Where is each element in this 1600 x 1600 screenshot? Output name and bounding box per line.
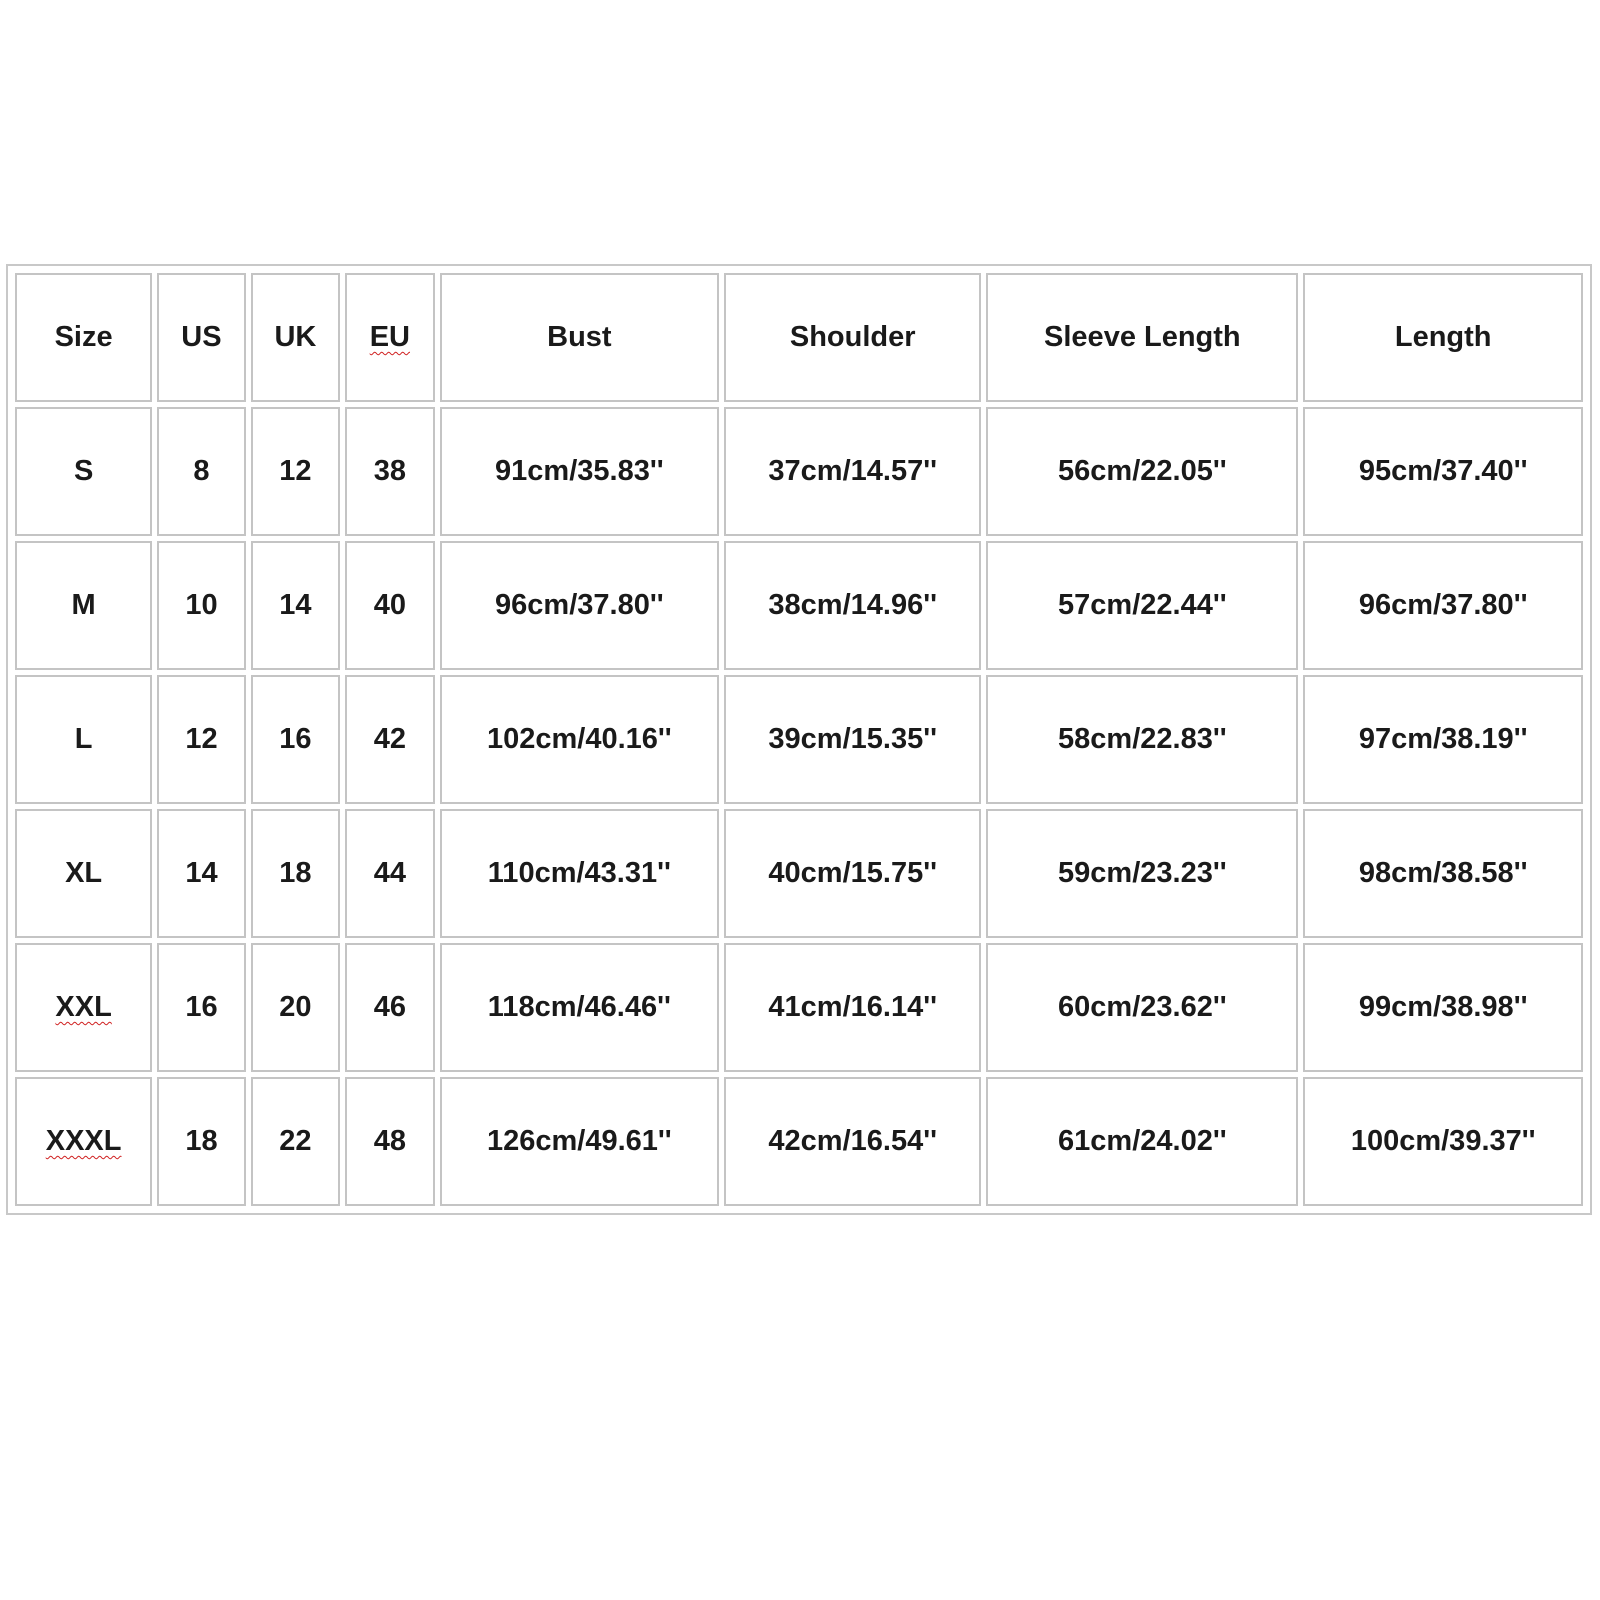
size-cell: M [15, 541, 152, 670]
header-cell-eu-text: EU [369, 321, 410, 353]
sleeve-length-cell: 58cm/22.83'' [986, 675, 1298, 804]
eu-cell: 48 [345, 1077, 434, 1206]
shoulder-cell: 38cm/14.96'' [724, 541, 981, 670]
sleeve-length-cell: 60cm/23.62'' [986, 943, 1298, 1072]
eu-cell: 44 [345, 809, 434, 938]
table-row [15, 407, 1583, 536]
header-row [15, 273, 1583, 402]
shoulder-cell: 42cm/16.54'' [724, 1077, 981, 1206]
length-cell: 97cm/38.19'' [1303, 675, 1583, 804]
bust-cell: 102cm/40.16'' [440, 675, 720, 804]
size-cell-text: XXXL [45, 1125, 122, 1157]
header-cell-us: US [157, 273, 245, 402]
us-cell: 16 [157, 943, 245, 1072]
table-row [15, 1077, 1583, 1206]
uk-cell: 12 [251, 407, 340, 536]
header-cell-eu [345, 273, 434, 402]
eu-cell: 42 [345, 675, 434, 804]
size-cell: S [15, 407, 152, 536]
table-row [15, 809, 1583, 938]
sleeve-length-cell: 57cm/22.44'' [986, 541, 1298, 670]
header-cell-sleeve-length: Sleeve Length [986, 273, 1298, 402]
size-cell [15, 1077, 152, 1206]
shoulder-cell: 40cm/15.75'' [724, 809, 981, 938]
size-cell [15, 943, 152, 1072]
header-cell-length: Length [1303, 273, 1583, 402]
shoulder-cell: 37cm/14.57'' [724, 407, 981, 536]
uk-cell: 22 [251, 1077, 340, 1206]
shoulder-cell: 41cm/16.14'' [724, 943, 981, 1072]
length-cell: 98cm/38.58'' [1303, 809, 1583, 938]
table-row [15, 675, 1583, 804]
bust-cell: 96cm/37.80'' [440, 541, 720, 670]
table-row [15, 541, 1583, 670]
size-table [10, 268, 1588, 1211]
us-cell: 14 [157, 809, 245, 938]
length-cell: 95cm/37.40'' [1303, 407, 1583, 536]
us-cell: 12 [157, 675, 245, 804]
header-cell-bust: Bust [440, 273, 720, 402]
eu-cell: 46 [345, 943, 434, 1072]
uk-cell: 20 [251, 943, 340, 1072]
size-cell: L [15, 675, 152, 804]
header-cell-shoulder: Shoulder [724, 273, 981, 402]
us-cell: 10 [157, 541, 245, 670]
size-chart [6, 264, 1592, 1215]
eu-cell: 40 [345, 541, 434, 670]
uk-cell: 14 [251, 541, 340, 670]
sleeve-length-cell: 59cm/23.23'' [986, 809, 1298, 938]
us-cell: 8 [157, 407, 245, 536]
size-cell: XL [15, 809, 152, 938]
sleeve-length-cell: 61cm/24.02'' [986, 1077, 1298, 1206]
uk-cell: 18 [251, 809, 340, 938]
header-cell-size: Size [15, 273, 152, 402]
length-cell: 100cm/39.37'' [1303, 1077, 1583, 1206]
us-cell: 18 [157, 1077, 245, 1206]
shoulder-cell: 39cm/15.35'' [724, 675, 981, 804]
length-cell: 96cm/37.80'' [1303, 541, 1583, 670]
table-row [15, 943, 1583, 1072]
header-cell-uk: UK [251, 273, 340, 402]
sleeve-length-cell: 56cm/22.05'' [986, 407, 1298, 536]
bust-cell: 91cm/35.83'' [440, 407, 720, 536]
bust-cell: 110cm/43.31'' [440, 809, 720, 938]
bust-cell: 118cm/46.46'' [440, 943, 720, 1072]
eu-cell: 38 [345, 407, 434, 536]
uk-cell: 16 [251, 675, 340, 804]
length-cell: 99cm/38.98'' [1303, 943, 1583, 1072]
size-cell-text: XXL [55, 991, 112, 1023]
bust-cell: 126cm/49.61'' [440, 1077, 720, 1206]
